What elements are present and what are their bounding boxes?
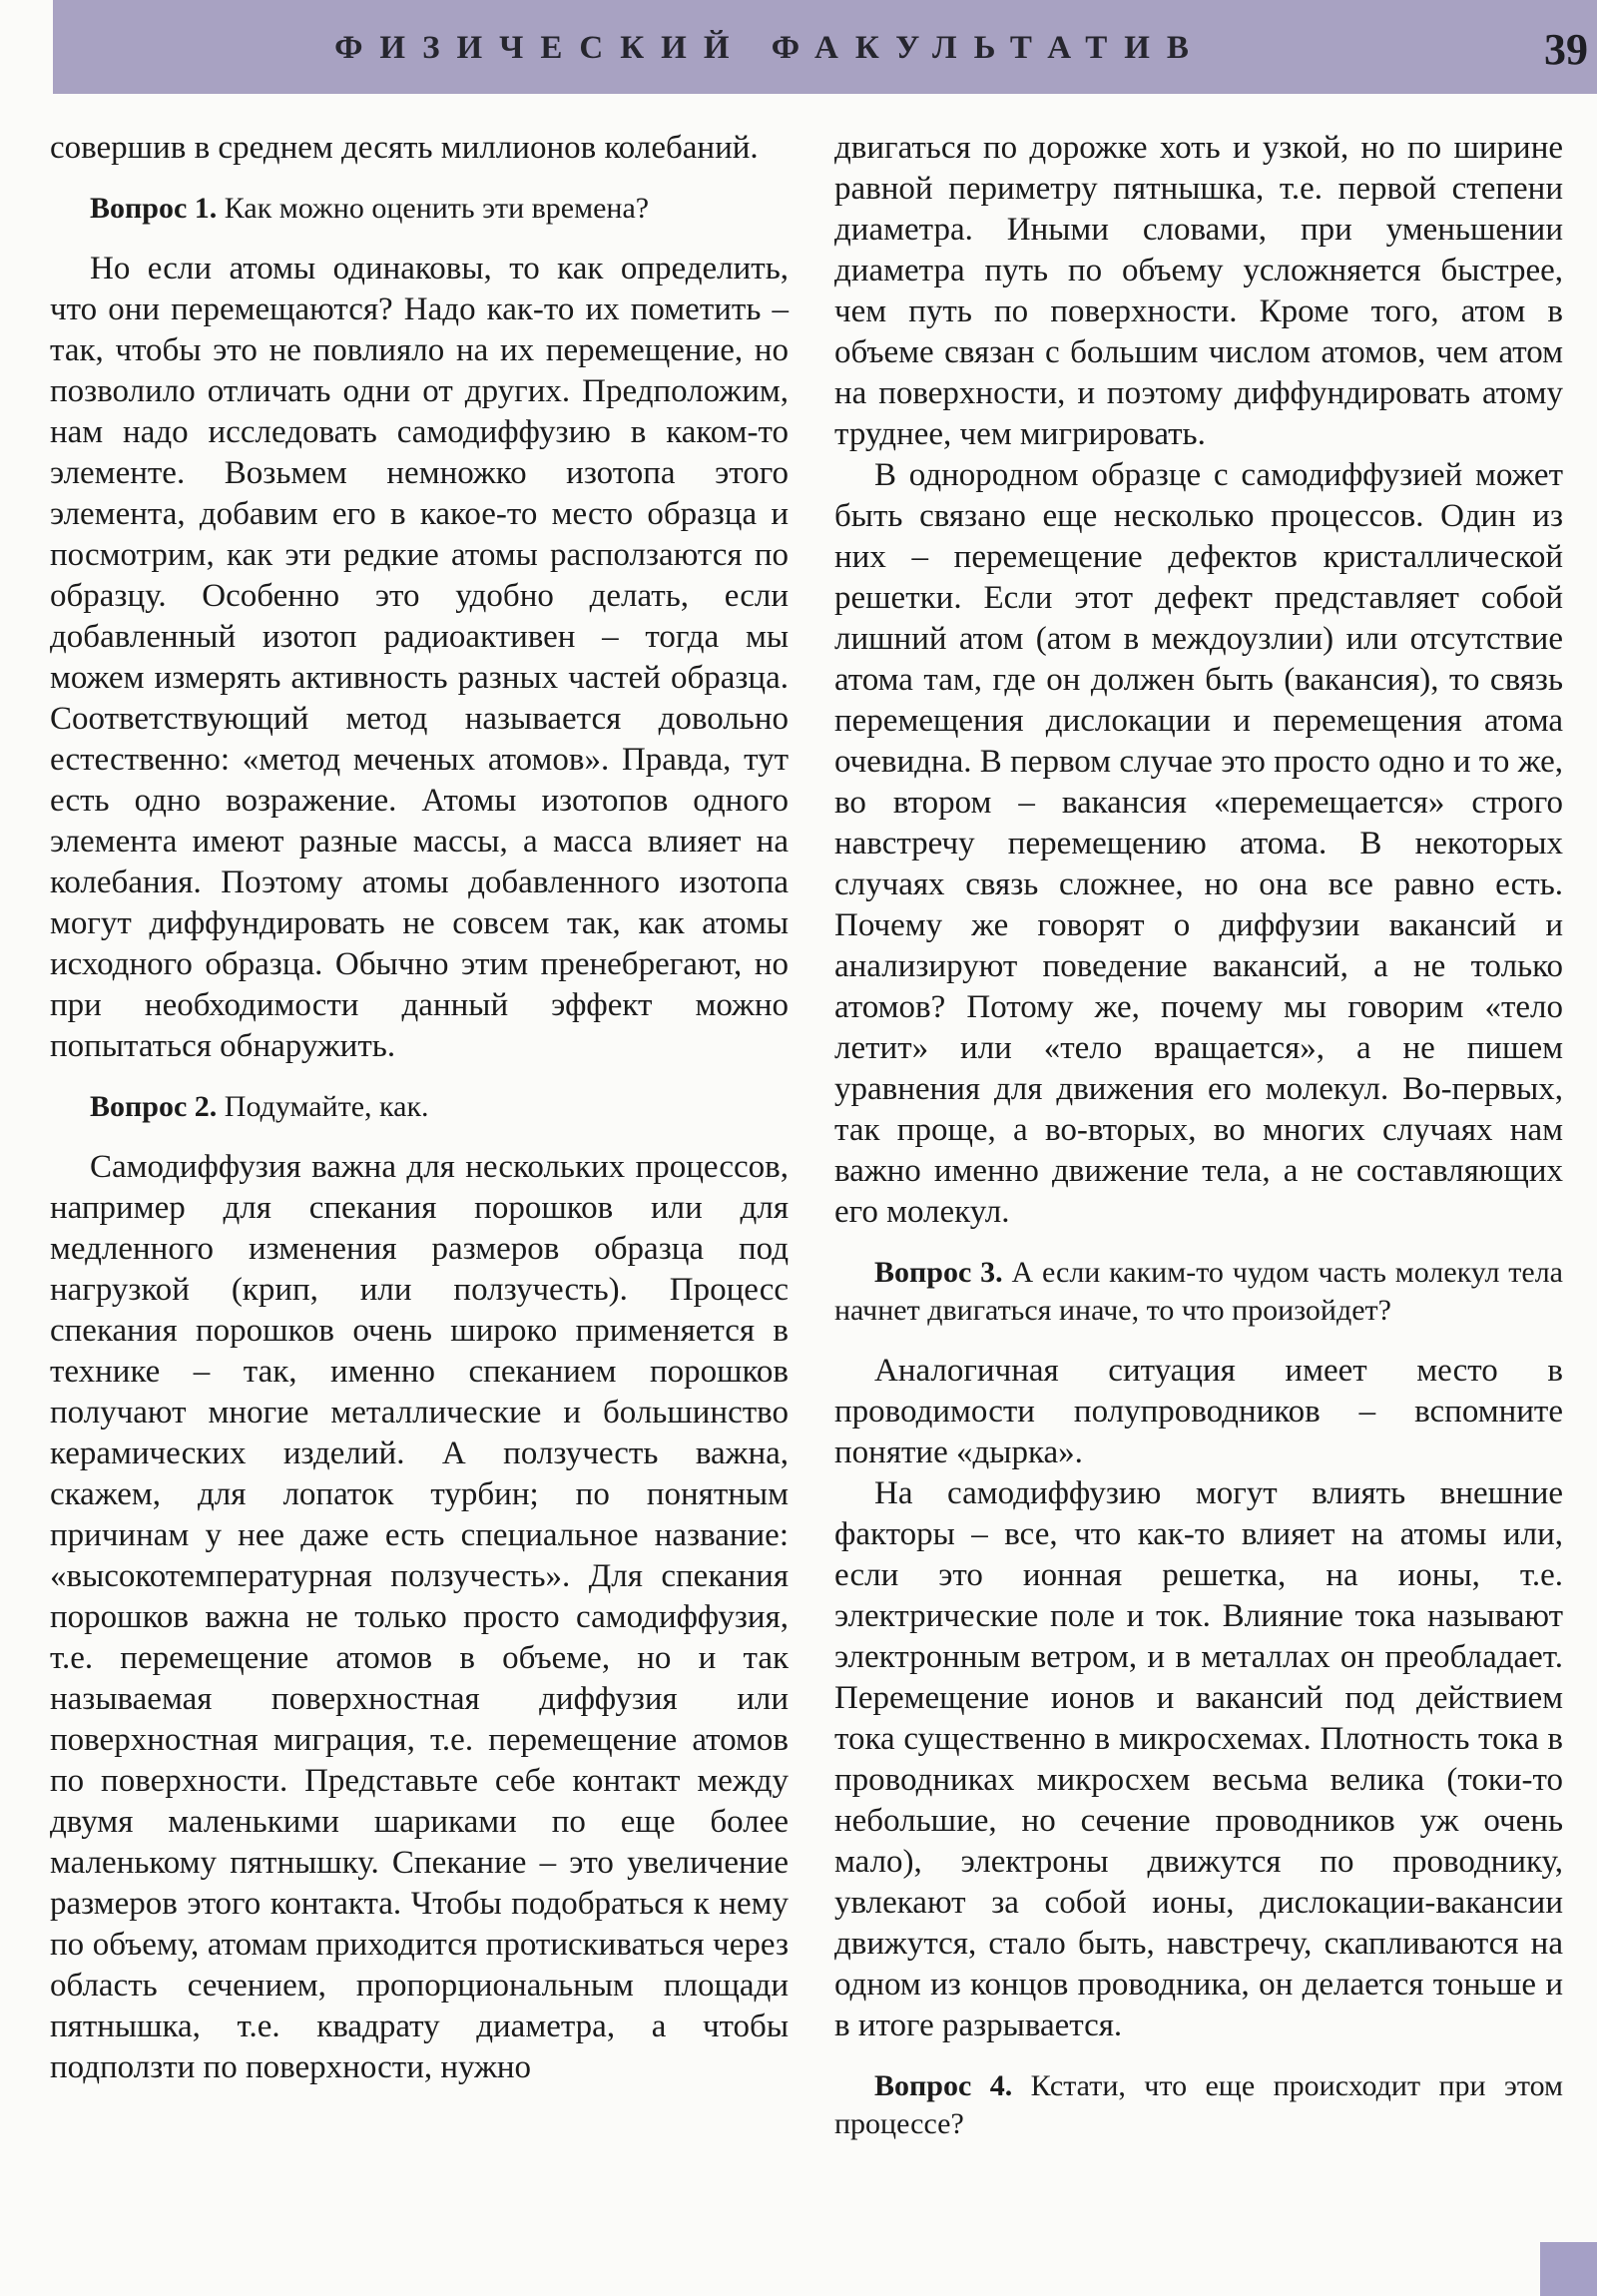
section-title: ФИЗИЧЕСКИЙ ФАКУЛЬТАТИВ (334, 30, 1206, 66)
question-3-text: А если каким-то чудом часть молекул тела начнет двигаться иначе, то что произойдет? (834, 1256, 1563, 1327)
text-columns (50, 128, 1563, 2164)
question-3 (834, 1254, 1563, 1330)
question-4-text: Кстати, что еще происходит при этом процессе? (834, 2069, 1563, 2140)
paragraph: На самодиффузию могут влиять внешние факторы – все, что как-то влияет на атомы или, если это ионная решетка, на ионы, т.е. электрические поле и ток. Влияние тока называют электронным ветром, и в металлах он преобладает. Перемещение ионов и вакансий под действием тока существенно в микросхемах. Плотность тока в проводниках микросхем весьма велика (токи-то небольшие, но сечение проводников уж очень мало), электроны движутся по проводнику, увлекают за собой ионы, дислокации-вакансии движутся, стало быть, навстречу, скапливаются на одном из концов проводника, он делается тоньше и в итоге разрывается. (834, 1475, 1563, 2043)
question-4-label: Вопрос 4. (874, 2069, 1013, 2102)
question-2-label: Вопрос 2. (90, 1090, 218, 1123)
paragraph-continuation: совершив в среднем десять миллионов колебаний. (50, 130, 759, 166)
paragraph: В однородном образце с самодиффузией может быть связано еще несколько процессов. Один из них – перемещение дефектов кристаллической решетки. Если этот дефект представляет собой лишний атом (атом в междоузлии) или отсутствие атома там, где он должен быть (вакансия), то связь перемещения дислокации и перемещения атома очевидна. В первом случае это просто одно и то же, во втором – вакансия «перемещается» строго навстречу перемещению атома. В некоторых случаях связь сложнее, но она все равно есть. Почему же говорят о диффузии вакансий и анализируют поведение вакансий, а не только атомов? Потому же, почему мы говорим «тело летит» или «тело вращается», а не пишем уравнения для движения его молекул. Во-первых, так проще, а во-вторых, во многих случаях нам важно именно движение тела, а не составляющих его молекул. (834, 457, 1563, 1230)
paragraph: Аналогичная ситуация имеет место в проводимости полупроводников – вспомните понятие «дырка». (834, 1353, 1563, 1470)
question-1-label: Вопрос 1. (90, 192, 218, 225)
page-number: 39 (1544, 25, 1588, 74)
paragraph: Самодиффузия важна для нескольких процессов, например для спекания порошков или для медленного изменения размеров образца под нагрузкой (крип, или ползучесть). Процесс спекания порошков очень широко применяется в технике – так, именно спеканием порошков получают многие металлические и большинство керамических изделий. А ползучесть важна, скажем, для лопаток турбин; по понятным причинам у нее даже есть специальное название: «высокотемпературная ползучесть». Для спекания порошков важна не только просто самодиффузия, т.е. перемещение атомов в объеме, но и так называемая поверхностная диффузия или поверхностная миграция, т.е. перемещение атомов по поверхности. Представьте себе контакт между двумя маленькими шариками по еще более маленькому пятнышку. Спекание – это увеличение размеров этого контакта. Чтобы подобраться к нему по объему, атомам приходится протискиваться через область сечением, пропорциональным площади пятнышка, т.е. квадрату диаметра, а чтобы подползти по поверхности, нужно (50, 1149, 789, 2085)
question-4 (834, 2067, 1563, 2143)
question-1-text: Как можно оценить эти времена? (224, 192, 650, 225)
corner-decoration (1540, 2242, 1597, 2296)
question-2 (50, 1088, 789, 1126)
question-3-label: Вопрос 3. (874, 1256, 1003, 1289)
left-column (50, 128, 789, 2164)
question-2-text: Подумайте, как. (224, 1090, 429, 1123)
question-1 (50, 190, 789, 228)
header-band (53, 0, 1597, 94)
paragraph-continuation: двигаться по дорожке хоть и узкой, но по ширине равной периметру пятнышка, т.е. первой степени диаметра. Иными словами, при уменьшении диаметра путь по объему усложняется быстрее, чем путь по поверхности. Кроме того, атом в объеме связан с большим числом атомов, чем атом на поверхности, и поэтому диффундировать атому труднее, чем мигрировать. (834, 130, 1563, 452)
paragraph: Но если атомы одинаковы, то как определить, что они перемещаются? Надо как-то их пометить – так, чтобы это не повлияло на их перемещение, но позволило отличать одни от других. Предположим, нам надо исследовать самодиффузию в каком-то элементе. Возьмем немножко изотопа этого элемента, добавим его в какое-то место образца и посмотрим, как эти редкие атомы расползаются по образцу. Особенно это удобно делать, если добавленный изотоп радиоактивен – тогда мы можем измерять активность разных частей образца. Соответствующий метод называется довольно естественно: «метод меченых атомов». Правда, тут есть одно возражение. Атомы изотопов одного элемента имеют разные массы, а масса влияет на колебания. Поэтому атомы добавленного изотопа могут диффундировать не совсем так, как атомы исходного образца. Обычно этим пренебрегают, но при необходимости данный эффект можно попытаться обнаружить. (50, 251, 789, 1064)
right-column (834, 128, 1563, 2164)
